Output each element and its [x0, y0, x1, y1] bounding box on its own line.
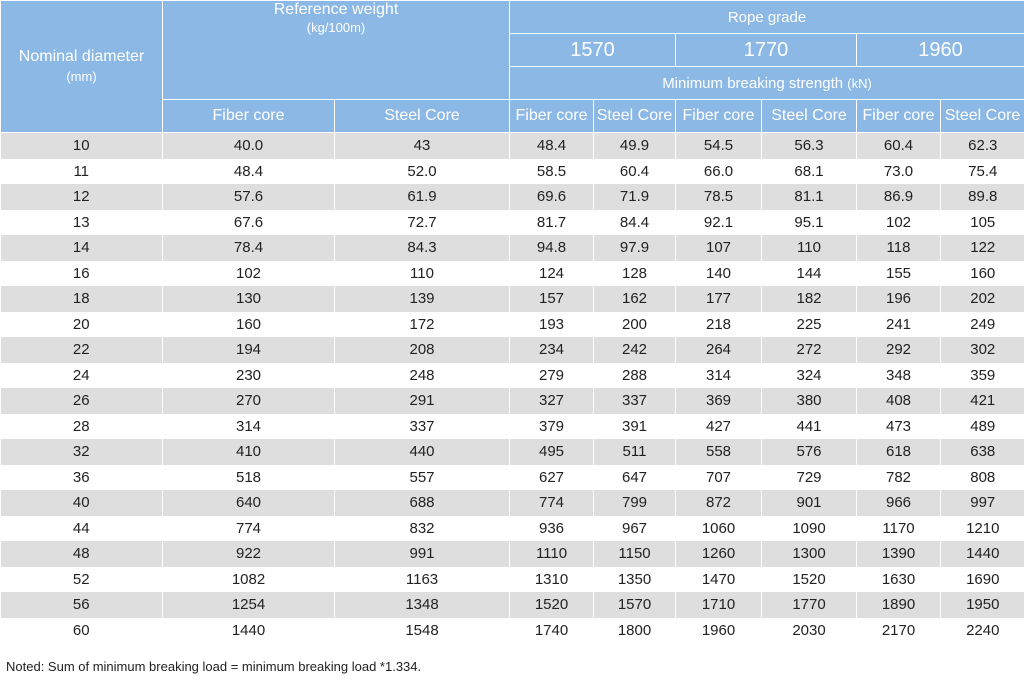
table-row: [1, 541, 1024, 567]
grade-1960-steel-core-cell: 302: [941, 337, 1024, 363]
table-row: [1, 261, 1024, 287]
grade-1570-steel-core-cell: 511: [594, 439, 676, 465]
grade-1570-steel-core-cell: 162: [594, 286, 676, 312]
weight-steel-core-cell: 440: [335, 439, 510, 465]
grade-1770-fiber-core-cell: 107: [676, 235, 762, 261]
grade-1770-fiber-core-cell: 427: [676, 414, 762, 440]
grade-1770-fiber-core-cell: 558: [676, 439, 762, 465]
table-row: [1, 184, 1024, 210]
weight-steel-core-cell: 291: [335, 388, 510, 414]
nominal-diameter-cell: 60: [1, 618, 163, 644]
grade-1570-steel-core-cell: 1570: [594, 592, 676, 618]
grade-1960-steel-core-cell: 249: [941, 312, 1024, 338]
weight-steel-core-cell: 1348: [335, 592, 510, 618]
grade-1570-fiber-core-header: Fiber core: [510, 100, 594, 133]
grade-1960-steel-core-cell: 122: [941, 235, 1024, 261]
nominal-diameter-cell: 40: [1, 490, 163, 516]
footnote: Noted: Sum of minimum breaking load = minimum breaking load *1.334.: [6, 659, 422, 674]
grade-1960-steel-core-cell: 1950: [941, 592, 1024, 618]
grade-1770-steel-core-cell: 576: [762, 439, 857, 465]
table-row: [1, 567, 1024, 593]
reference-weight-header: [163, 1, 510, 100]
table-row: [1, 235, 1024, 261]
weight-fiber-core-cell: 48.4: [163, 159, 335, 185]
table-row: [1, 133, 1024, 159]
grade-1960-fiber-core-cell: 473: [857, 414, 941, 440]
grade-1770-fiber-core-cell: 1060: [676, 516, 762, 542]
grade-1770-fiber-core-cell: 92.1: [676, 210, 762, 236]
nominal-diameter-cell: 11: [1, 159, 163, 185]
weight-steel-core-cell: 1548: [335, 618, 510, 644]
grade-1960-fiber-core-cell: 1170: [857, 516, 941, 542]
grade-1770-steel-core-cell: 95.1: [762, 210, 857, 236]
nominal-diameter-cell: 10: [1, 133, 163, 159]
weight-fiber-core-cell: 1082: [163, 567, 335, 593]
nominal-diameter-cell: 36: [1, 465, 163, 491]
weight-fiber-core-cell: 774: [163, 516, 335, 542]
grade-1570-fiber-core-cell: 1520: [510, 592, 594, 618]
grade-1960-fiber-core-cell: 782: [857, 465, 941, 491]
grade-1960-fiber-core-cell: 618: [857, 439, 941, 465]
weight-steel-core-cell: 557: [335, 465, 510, 491]
weight-fiber-core-cell: 922: [163, 541, 335, 567]
nominal-diameter-cell: 20: [1, 312, 163, 338]
grade-1960-steel-core-cell: 1210: [941, 516, 1024, 542]
grade-1960-fiber-core-cell: 155: [857, 261, 941, 287]
grade-1960-steel-core-cell: 638: [941, 439, 1024, 465]
grade-1770-steel-core-cell: 324: [762, 363, 857, 389]
nominal-diameter-cell: 12: [1, 184, 163, 210]
rope-grade-header: Rope grade: [510, 1, 1024, 34]
grade-1770-fiber-core-cell: 369: [676, 388, 762, 414]
grade-1960-steel-core-cell: 2240: [941, 618, 1024, 644]
weight-fiber-core-cell: 67.6: [163, 210, 335, 236]
weight-fiber-core-cell: 1254: [163, 592, 335, 618]
min-breaking-strength-unit: (kN): [847, 75, 872, 91]
grade-1960-fiber-core-cell: 1890: [857, 592, 941, 618]
grade-1770-fiber-core-cell: 314: [676, 363, 762, 389]
grade-1570-steel-core-cell: 799: [594, 490, 676, 516]
grade-1960-fiber-core-cell: 73.0: [857, 159, 941, 185]
grade-1770-fiber-core-cell: 177: [676, 286, 762, 312]
table-row: [1, 516, 1024, 542]
nominal-diameter-cell: 26: [1, 388, 163, 414]
weight-fiber-core-cell: 57.6: [163, 184, 335, 210]
grade-1570-fiber-core-cell: 279: [510, 363, 594, 389]
weight-steel-core-cell: 248: [335, 363, 510, 389]
nominal-diameter-label: Nominal diameter: [18, 47, 145, 65]
grade-1570-fiber-core-cell: 774: [510, 490, 594, 516]
grade-1570-fiber-core-cell: 327: [510, 388, 594, 414]
grade-1770-fiber-core-cell: 218: [676, 312, 762, 338]
nominal-diameter-cell: 14: [1, 235, 163, 261]
table-row: [1, 210, 1024, 236]
min-breaking-strength-header: [510, 67, 1024, 100]
nominal-diameter-cell: 28: [1, 414, 163, 440]
table-row: [1, 159, 1024, 185]
reference-weight-unit: (kg/100m): [306, 20, 366, 35]
grade-1770-steel-core-cell: 1300: [762, 541, 857, 567]
grade-1770-steel-core-header: Steel Core: [762, 100, 857, 133]
grade-1770-fiber-core-cell: 264: [676, 337, 762, 363]
weight-fiber-core-cell: 194: [163, 337, 335, 363]
grade-1770-steel-core-cell: 901: [762, 490, 857, 516]
weight-steel-core-cell: 688: [335, 490, 510, 516]
weight-fiber-core-cell: 78.4: [163, 235, 335, 261]
grade-1960-steel-core-cell: 421: [941, 388, 1024, 414]
grade-1770-fiber-core-cell: 1470: [676, 567, 762, 593]
grade-1960-steel-core-cell: 89.8: [941, 184, 1024, 210]
grade-1960-header: 1960: [857, 34, 1024, 67]
weight-steel-core-cell: 208: [335, 337, 510, 363]
grade-1770-steel-core-cell: 182: [762, 286, 857, 312]
grade-1570-steel-core-cell: 84.4: [594, 210, 676, 236]
weight-fiber-core-header: Fiber core: [163, 100, 335, 133]
grade-1570-steel-core-cell: 337: [594, 388, 676, 414]
grade-1570-steel-core-cell: 647: [594, 465, 676, 491]
weight-fiber-core-cell: 518: [163, 465, 335, 491]
nominal-diameter-cell: 18: [1, 286, 163, 312]
grade-1770-steel-core-cell: 144: [762, 261, 857, 287]
min-breaking-strength-label: Minimum breaking strength: [662, 74, 844, 92]
grade-1570-steel-core-cell: 242: [594, 337, 676, 363]
grade-1960-steel-core-cell: 489: [941, 414, 1024, 440]
grade-1960-steel-core-cell: 359: [941, 363, 1024, 389]
grade-1960-fiber-core-cell: 196: [857, 286, 941, 312]
weight-steel-core-cell: 832: [335, 516, 510, 542]
grade-1960-fiber-core-cell: 118: [857, 235, 941, 261]
grade-1570-steel-core-cell: 1350: [594, 567, 676, 593]
grade-1960-fiber-core-cell: 2170: [857, 618, 941, 644]
weight-fiber-core-cell: 410: [163, 439, 335, 465]
grade-1960-fiber-core-cell: 292: [857, 337, 941, 363]
weight-steel-core-header: Steel Core: [335, 100, 510, 133]
grade-1960-fiber-core-cell: 1630: [857, 567, 941, 593]
grade-1570-steel-core-cell: 49.9: [594, 133, 676, 159]
grade-1570-fiber-core-cell: 1740: [510, 618, 594, 644]
grade-1960-fiber-core-cell: 1390: [857, 541, 941, 567]
grade-1960-fiber-core-cell: 86.9: [857, 184, 941, 210]
weight-fiber-core-cell: 40.0: [163, 133, 335, 159]
grade-1570-fiber-core-cell: 627: [510, 465, 594, 491]
nominal-diameter-cell: 56: [1, 592, 163, 618]
grade-1960-steel-core-cell: 997: [941, 490, 1024, 516]
nominal-diameter-cell: 16: [1, 261, 163, 287]
grade-1770-steel-core-cell: 729: [762, 465, 857, 491]
table-row: [1, 592, 1024, 618]
weight-fiber-core-cell: 160: [163, 312, 335, 338]
grade-1770-fiber-core-cell: 1260: [676, 541, 762, 567]
grade-1960-fiber-core-header: Fiber core: [857, 100, 941, 133]
grade-1960-fiber-core-cell: 102: [857, 210, 941, 236]
grade-1570-fiber-core-cell: 234: [510, 337, 594, 363]
grade-1960-fiber-core-cell: 408: [857, 388, 941, 414]
nominal-diameter-cell: 52: [1, 567, 163, 593]
grade-1960-fiber-core-cell: 966: [857, 490, 941, 516]
table-row: [1, 490, 1024, 516]
grade-1570-fiber-core-cell: 379: [510, 414, 594, 440]
grade-1960-steel-core-header: Steel Core: [941, 100, 1024, 133]
grade-1960-steel-core-cell: 105: [941, 210, 1024, 236]
grade-1570-fiber-core-cell: 157: [510, 286, 594, 312]
grade-1570-steel-core-cell: 1150: [594, 541, 676, 567]
weight-fiber-core-cell: 640: [163, 490, 335, 516]
table-row: [1, 312, 1024, 338]
nominal-diameter-header: [1, 1, 163, 133]
table-row: [1, 363, 1024, 389]
grade-1960-steel-core-cell: 808: [941, 465, 1024, 491]
grade-1570-fiber-core-cell: 936: [510, 516, 594, 542]
reference-weight-label: Reference weight: [273, 1, 399, 18]
grade-1960-fiber-core-cell: 348: [857, 363, 941, 389]
grade-1770-steel-core-cell: 1090: [762, 516, 857, 542]
nominal-diameter-cell: 32: [1, 439, 163, 465]
weight-fiber-core-cell: 130: [163, 286, 335, 312]
grade-1570-fiber-core-cell: 48.4: [510, 133, 594, 159]
grade-1770-fiber-core-cell: 54.5: [676, 133, 762, 159]
weight-fiber-core-cell: 230: [163, 363, 335, 389]
grade-1960-steel-core-cell: 202: [941, 286, 1024, 312]
table-row: [1, 286, 1024, 312]
grade-1570-steel-core-cell: 60.4: [594, 159, 676, 185]
grade-1570-steel-core-header: Steel Core: [594, 100, 676, 133]
grade-1770-fiber-core-cell: 1960: [676, 618, 762, 644]
grade-1570-steel-core-cell: 967: [594, 516, 676, 542]
grade-1770-fiber-core-cell: 1710: [676, 592, 762, 618]
grade-1570-fiber-core-cell: 124: [510, 261, 594, 287]
grade-1770-fiber-core-cell: 140: [676, 261, 762, 287]
grade-1570-fiber-core-cell: 94.8: [510, 235, 594, 261]
grade-1570-steel-core-cell: 97.9: [594, 235, 676, 261]
grade-1570-fiber-core-cell: 1310: [510, 567, 594, 593]
grade-1770-fiber-core-cell: 872: [676, 490, 762, 516]
grade-1960-steel-core-cell: 62.3: [941, 133, 1024, 159]
weight-steel-core-cell: 43: [335, 133, 510, 159]
grade-1770-steel-core-cell: 380: [762, 388, 857, 414]
grade-1570-fiber-core-cell: 1110: [510, 541, 594, 567]
grade-1570-fiber-core-cell: 81.7: [510, 210, 594, 236]
table-row: [1, 337, 1024, 363]
grade-1570-header: 1570: [510, 34, 676, 67]
grade-1770-steel-core-cell: 272: [762, 337, 857, 363]
weight-fiber-core-cell: 1440: [163, 618, 335, 644]
weight-steel-core-cell: 84.3: [335, 235, 510, 261]
grade-1570-fiber-core-cell: 193: [510, 312, 594, 338]
table-row: [1, 388, 1024, 414]
grade-1770-steel-core-cell: 68.1: [762, 159, 857, 185]
nominal-diameter-cell: 13: [1, 210, 163, 236]
grade-1770-fiber-core-header: Fiber core: [676, 100, 762, 133]
table-row: [1, 414, 1024, 440]
weight-steel-core-cell: 72.7: [335, 210, 510, 236]
grade-1770-steel-core-cell: 441: [762, 414, 857, 440]
grade-1960-fiber-core-cell: 241: [857, 312, 941, 338]
grade-1960-steel-core-cell: 160: [941, 261, 1024, 287]
grade-1960-steel-core-cell: 75.4: [941, 159, 1024, 185]
grade-1570-steel-core-cell: 71.9: [594, 184, 676, 210]
table-body: [1, 133, 1024, 644]
grade-1570-steel-core-cell: 128: [594, 261, 676, 287]
table-header: [1, 1, 1024, 133]
grade-1570-steel-core-cell: 288: [594, 363, 676, 389]
table-row: [1, 439, 1024, 465]
grade-1770-steel-core-cell: 81.1: [762, 184, 857, 210]
grade-1770-steel-core-cell: 2030: [762, 618, 857, 644]
weight-steel-core-cell: 61.9: [335, 184, 510, 210]
grade-1570-fiber-core-cell: 69.6: [510, 184, 594, 210]
weight-steel-core-cell: 110: [335, 261, 510, 287]
weight-fiber-core-cell: 102: [163, 261, 335, 287]
weight-steel-core-cell: 172: [335, 312, 510, 338]
weight-steel-core-cell: 337: [335, 414, 510, 440]
grade-1960-steel-core-cell: 1690: [941, 567, 1024, 593]
weight-fiber-core-cell: 314: [163, 414, 335, 440]
grade-1570-fiber-core-cell: 58.5: [510, 159, 594, 185]
grade-1570-fiber-core-cell: 495: [510, 439, 594, 465]
grade-1770-steel-core-cell: 1520: [762, 567, 857, 593]
grade-1570-steel-core-cell: 1800: [594, 618, 676, 644]
grade-1960-fiber-core-cell: 60.4: [857, 133, 941, 159]
weight-fiber-core-cell: 270: [163, 388, 335, 414]
grade-1770-fiber-core-cell: 707: [676, 465, 762, 491]
nominal-diameter-unit: (mm): [66, 68, 97, 84]
nominal-diameter-cell: 22: [1, 337, 163, 363]
table-row: [1, 618, 1024, 644]
grade-1770-steel-core-cell: 1770: [762, 592, 857, 618]
grade-1770-steel-core-cell: 110: [762, 235, 857, 261]
nominal-diameter-cell: 44: [1, 516, 163, 542]
weight-steel-core-cell: 1163: [335, 567, 510, 593]
nominal-diameter-cell: 48: [1, 541, 163, 567]
grade-1770-fiber-core-cell: 66.0: [676, 159, 762, 185]
grade-1770-steel-core-cell: 225: [762, 312, 857, 338]
grade-1570-steel-core-cell: 391: [594, 414, 676, 440]
table-row: [1, 465, 1024, 491]
grade-1770-header: 1770: [676, 34, 857, 67]
grade-1770-fiber-core-cell: 78.5: [676, 184, 762, 210]
grade-1960-steel-core-cell: 1440: [941, 541, 1024, 567]
nominal-diameter-cell: 24: [1, 363, 163, 389]
grade-1570-steel-core-cell: 200: [594, 312, 676, 338]
weight-steel-core-cell: 52.0: [335, 159, 510, 185]
grade-1770-steel-core-cell: 56.3: [762, 133, 857, 159]
weight-steel-core-cell: 991: [335, 541, 510, 567]
weight-steel-core-cell: 139: [335, 286, 510, 312]
